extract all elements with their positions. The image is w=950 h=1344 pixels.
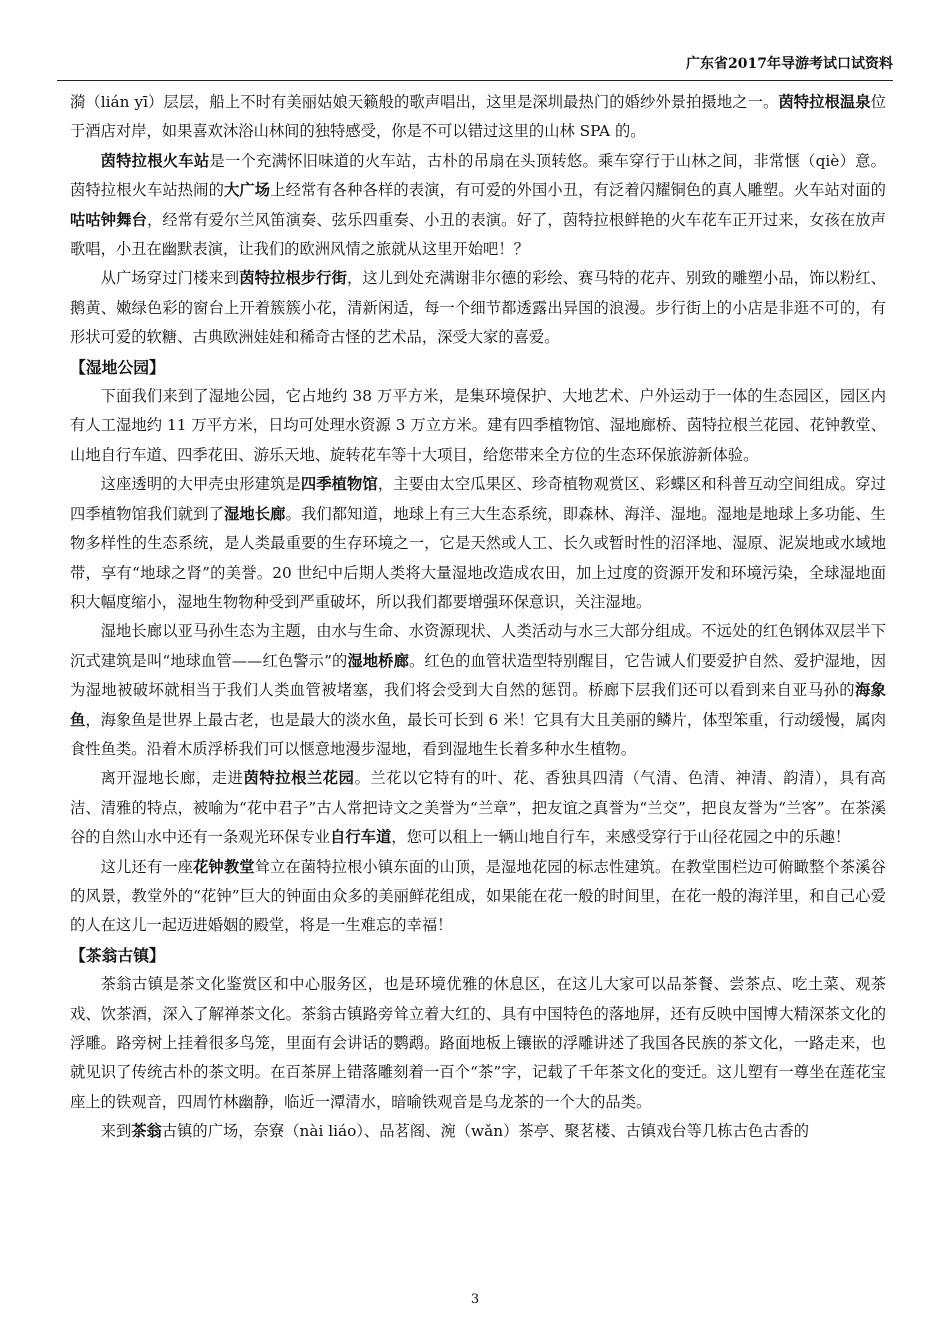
text-run: 。我们都知道，地球上有三大生态系统，即森林、海洋、湿地。湿地是地球上多功能、生物多样性的生态系统，是人类最重要的生存环境之一，它是天然或人工、长久或暂时性的沼泽地、湿原、泥炭地或水域地带，享有“地球之肾”的美誉。20 世纪中后期人类将大量湿地改造成农田，加上过度的资源开发和环境污染，全球湿地面积大幅度缩小，湿地生物物种受到严重破坏，所以我们都要增强环保意识，关注湿地。: [70, 504, 886, 611]
text-run: 离开湿地长廊，走进: [100, 769, 244, 788]
text-run: 【湿地公园】: [70, 357, 165, 377]
section-heading: [70, 353, 886, 382]
paragraph: [70, 147, 886, 265]
text-run: 位于酒店对岸，如果喜欢沐浴山林间的独特感受，你是不可以错过这里的山林 SPA 的。: [70, 93, 886, 141]
bold-term: 自行车道: [330, 828, 392, 847]
text-run: ，海象鱼是世界上最古老，也是最大的淡水鱼，最长可长到 6 米！它具有大且美丽的鳞片，体型笨重，行动缓慢，属肉食性鱼类。沿着木质浮桥我们可以惬意地漫步湿地，看到湿地生长着多种水生植物。: [70, 710, 886, 758]
paragraph: [70, 382, 886, 470]
bold-term: 大广场: [223, 181, 271, 200]
bold-term: 花钟教堂: [193, 857, 255, 876]
paragraph: [70, 970, 886, 1117]
bold-term: 茵特拉根兰花园: [243, 769, 355, 788]
paragraph: [70, 1117, 886, 1146]
text-run: 上经常有各种各样的表演，有可爱的外国小丑，有泛着闪耀铜色的真人雕塑。火车站对面的: [270, 181, 886, 200]
document-body: [70, 88, 886, 1147]
text-run: 这座透明的大甲壳虫形建筑是: [100, 475, 301, 494]
text-run: 来到: [100, 1122, 132, 1141]
paragraph: [70, 88, 886, 147]
page-number: 3: [470, 1292, 480, 1307]
text-run: 。红色的血管状造型特别醒目，它告诫人们要爱护自然、爱护湿地，因为湿地被破坏就相当于我们人类血管被堵塞，我们将会受到大自然的惩罚。桥廊下层我们还可以看到来自亚马孙的: [70, 651, 886, 700]
header-title: 广东省2017年导游考试口试资料: [686, 56, 893, 72]
bold-term: 茵特拉根温泉: [778, 93, 871, 111]
section-heading: [70, 941, 886, 970]
bold-term: 茵特拉根火车站: [100, 151, 210, 170]
paragraph: [70, 617, 886, 764]
text-run: 湿地长廊以亚马孙生态为主题，由水与生命、水资源现状、人类活动与水三大部分组成。不远处的红色钢体双层半下沉式建筑是叫“地球血管——红色警示”的: [70, 622, 886, 670]
text-run: 下面我们来到了湿地公园，它占地约 38 万平方米，是集环境保护、大地艺术、户外运动于一体的生态园区，园区内有人工湿地约 11 万平方米，日均可处理水资源 3 万立方米。建有四季植物馆、湿地廊桥、茵特拉根兰花园、花钟教堂、山地自行车道、四季花田、游乐天地、旋转花车等十大项目，给您带来全方位的生态环保旅游新体验。: [70, 387, 886, 464]
text-run: 古镇的广场，奈寮（nài liáo）、品茗阁、涴（wǎn）茶亭、聚茗楼、古镇戏台等几栋古色古香的: [161, 1122, 810, 1141]
paragraph: [70, 470, 886, 617]
text-run: ，经常有爱尔兰风笛演奏、弦乐四重奏、小丑的表演。好了，茵特拉根鲜艳的火车花车正开过来，女孩在放声歌唱，小丑在幽默表演，让我们的欧洲风情之旅就从这里开始吧！？: [70, 210, 886, 259]
text-run: 漪（lián yī）层层，船上不时有美丽姑娘天籁般的歌声唱出，这里是深圳最热门的婚纱外景拍摄地之一。: [70, 93, 779, 111]
text-run: 这儿还有一座: [100, 857, 194, 876]
bold-term: 咕咕钟舞台: [70, 210, 147, 229]
text-run: 【茶翁古镇】: [70, 945, 165, 965]
text-run: ，您可以租上一辆山地自行车，来感受穿行于山径花园之中的乐趣！: [391, 828, 851, 847]
page-header: [57, 52, 893, 81]
bold-term: 四季植物馆: [300, 475, 378, 494]
text-run: 从广场穿过门楼来到: [100, 269, 240, 288]
paragraph: [70, 853, 886, 941]
bold-term: 茵特拉根步行街: [239, 269, 348, 288]
text-run: 耸立在菌特拉根小镇东面的山顶，是湿地花园的标志性建筑。在教堂围栏边可俯瞰整个茶溪谷的风景，教堂外的“花钟”巨大的钟面由众多的美丽鲜花组成，如果能在花一般的时间里，在花一般的海洋里，和自己心爱的人在这儿一起迈进婚姻的殿堂，将是一生难忘的幸福！: [70, 857, 886, 935]
text-run: 是一个充满怀旧味道的火车站，古朴的吊扇在头顶转悠。乘车穿行于山林之间，非常惬（qiè）意。茵特拉根火车站热闹的: [70, 151, 886, 200]
bold-term: 茶翁: [131, 1122, 162, 1141]
text-run: 茶翁古镇是茶文化鉴赏区和中心服务区，也是环境优雅的休息区，在这儿大家可以品茶餐、尝茶点、吃土菜、观茶戏、饮茶酒，深入了解禅茶文化。茶翁古镇路旁耸立着大红的、具有中国特色的落地屏，还有反映中国博大精深茶文化的浮雕。路旁树上挂着很多鸟笼，里面有会讲话的鹦鹉。路面地板上镶嵌的浮雕讲述了我国各民族的茶文化，一路走来，也就见识了传统古朴的茶文明。在百茶屏上错落雕刻着一百个“茶”字，记载了千年茶文化的变迁。这儿塑有一尊坐在莲花宝座上的铁观音，四周竹林幽静，临近一潭清水，暗喻铁观音是乌龙茶的一个大的品类。: [70, 975, 886, 1111]
bold-term: 湿地长廊: [223, 504, 286, 523]
paragraph: [70, 764, 886, 852]
paragraph: [70, 264, 886, 352]
text-run: ，主要由太空瓜果区、珍奇植物观赏区、彩蝶区和科普互动空间组成。穿过四季植物馆我们就到了: [70, 475, 886, 523]
bold-term: 湿地桥廊: [347, 651, 409, 670]
text-run: ，这儿到处充满谢非尔德的彩绘、赛马特的花卉、别致的雕塑小品，饰以粉红、鹅黄、嫩绿色彩的窗台上开着簇簇小花，清新闲适，每一个细节都透露出异国的浪漫。步行街上的小店是非逛不可的，有形状可爱的软糖、古典欧洲娃娃和稀奇古怪的艺术品，深受大家的喜爱。: [70, 269, 886, 347]
bold-term: 海象鱼: [70, 681, 886, 729]
text-run: 。兰花以它特有的叶、花、香独具四清（气清、色清、神清、韵清），具有高洁、清雅的特点，被喻为“花中君子”古人常把诗文之美誉为“兰章”，把友谊之真誉为“兰交”，把良友誉为“兰客”。在茶溪谷的自然山水中还有一条观光环保专业: [70, 769, 886, 847]
